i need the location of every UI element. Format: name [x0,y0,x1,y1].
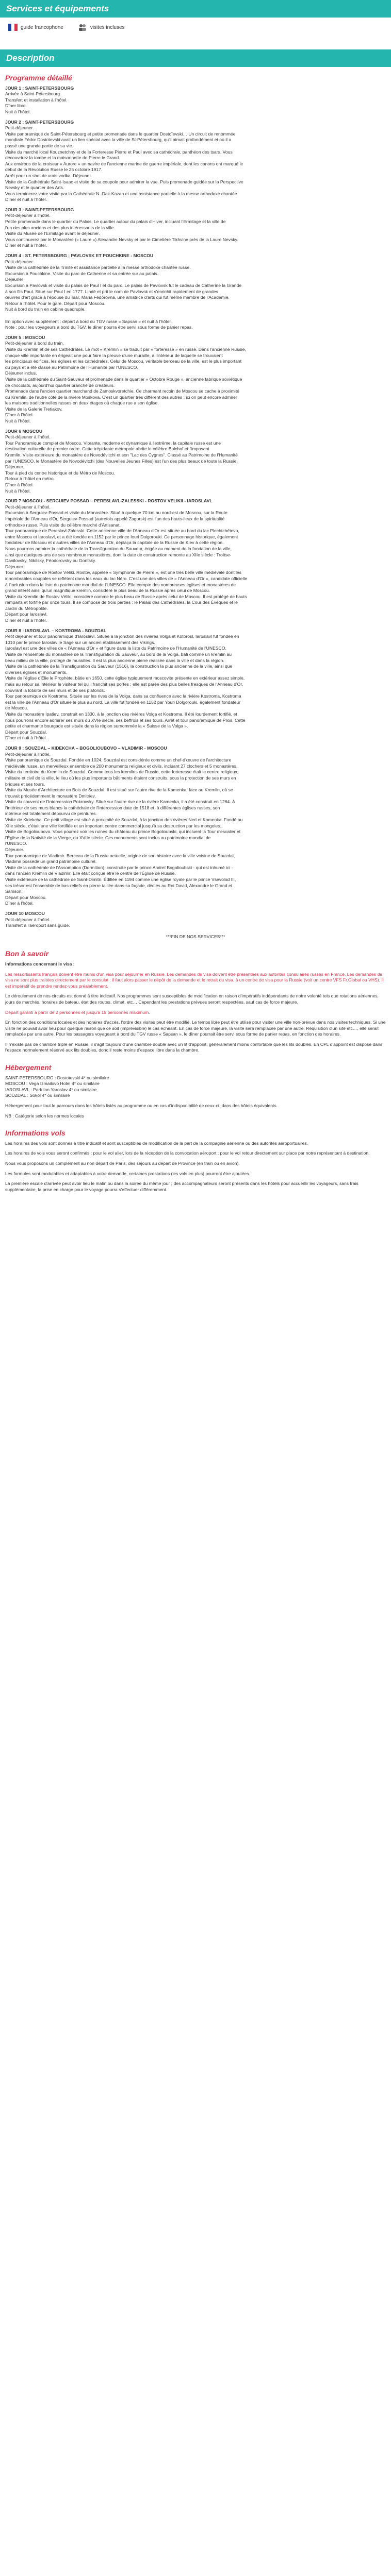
day-line: petite et charmante bourgade est située dans la région surnommée la « Suisse de la Volga ». [5,723,188,729]
day-line: médiévale russe, un merveilleux ensemble de 200 monuments religieux et civils, incluant 27 clochers et 5 monastères. [5,763,238,769]
day-title: JOUR 3 : SAINT-PETERSBOURG [5,207,74,212]
bon-a-savoir-paragraph: Il n'existe pas de chambre triple en Russie, il s'agit toujours d'une chambre double avec un lit d'appoint, généralement moins confortable que les lits doubles. En CPL d'appoint est disposé dans l'espace normalement réservé aux lits doubles, donc il reste moins d'espace libre dans la chambre. [5,1041,383,1053]
day-line: Vladimir possède un grand patrimoine culturel. [5,859,97,865]
description-header-band [0,49,391,67]
day-line: orthodoxe russe. Puis visite du célèbre marché d'Artisanat. [5,522,121,528]
day-line: Retour à l'hôtel en métro. [5,476,55,482]
bon-a-savoir-paragraphs [5,993,386,1054]
day-line: XIIe siècle, c'était une ville fortifiée et un important centre commercial jusqu'à sa destruction par les mongoles. [5,823,221,828]
day-line: 1010 par le prince Iaroslav le Sage sur un ancien établissement des Vikings. [5,639,155,645]
day-line: Visite de Kidekcha. Ce petit village est situé à proximité de Souzdal, à la jonction des rivières Nerl et Kamenka. Fondé au [5,817,243,823]
vols-paragraph: Les horaires de vols vous seront confirmés : pour le vol aller, lors de la réception de la convocation aéroport ; pour le vol retour directement sur place par notre représentant à destination. [5,1150,370,1156]
day-line: Visite de l'église d'Élie le Prophète, bâtie en 1650, cette église typiquement moscovite présente en extérieur assez simple, [5,675,245,681]
services-header-band [0,0,391,18]
day-line: Visite de l'ensemble du monastère de la Transfiguration du Sauveur, au bord de la Volga, bâti comme un kremlin au [5,652,232,657]
day-line: En option avec supplément : départ à bord du TGV russe « Sapsan » et nuit à l'hôtel. [5,318,172,324]
day-line: œuvres d'art grâce à l'épouse du Tsar, Maria Fedorovna, une amatrice d'arts qui fut même membre de l'Académie. [5,295,230,300]
day-line: Iaroslavl est une des villes de « l'Anneau d'Or » et figure dans la liste du Patrimoine de l'Humanité de l'UNESCO. [5,646,226,651]
day-line: passé une grande partie de sa vie. [5,143,73,148]
programme-day [5,120,386,203]
services-list [0,18,391,38]
day-title: JOUR 2 : SAINT-PETERSBOURG [5,119,74,125]
day-line: Visite de la Galerie Tretiakov. [5,406,62,412]
vols-paragraph: Les formules sont modulables et adaptables à votre demande, certaines prestations (les vols en plus) pourront être ajoutées. [5,1171,250,1176]
day-line: Tour à pied du centre historique et du Métro de Moscou. [5,470,116,476]
visa-paragraph: Les ressortissants français doivent être munis d'un visa pour séjourner en Russie. Les demandes de visa doivent être présentées aux autorités consulaires russes en France. Les demandes de visa ne sont plus traitées directement par le consulat : il faut alors passer le dépôt de la demande et le retrait du visa, à un centre de visa pour la Russie (voit un centre VFS Fr.Global ou VHS). Il est impératif de prendre rendez-vous préalablement. [5,971,384,989]
day-line: Dîner et nuit à l'hôtel. [5,735,47,741]
hebergement-paragraph: Hébergement pour tout le parcours dans les hôtels listés au programme ou en cas d'indisponibilité de ceux-ci, dans des hôtels équivalents. [5,1103,278,1109]
service-label-visites: visites incluses [90,24,125,30]
day-line: Nevsky et le quartier des Arts. [5,185,64,191]
description-title: Description [6,53,55,63]
hebergement-item: SAINT-PETERSBOURG : Dostoïevski 4* ou similaire [5,1075,109,1080]
day-line: l'intérieur de ses murs blancs la cathédrale de l'Intercession date de 1518 et, à différentes églises russes, son [5,805,220,810]
hebergement-item: IAROSLAVL : Park Inn Yaroslav 4* ou similaire [5,1087,97,1092]
day-line: mais au retour sa intérieur le visiteur tel qu'il franchit ses portes : elle est parée des plus belles fresques de l'Anneau d'Or, [5,682,243,687]
day-line: Visite de la cathédrale du Saint-Sauveur et promenade dans le quartier « Octobre Rouge », ancienne fabrique soviétique [5,376,242,382]
day-line: Petite promenade dans le quartier du Palais. Le quartier autour du palais d'Hiver, incluant l'Ermitage et la ville de [5,219,226,225]
day-line: Petit-déjeuner. [5,125,34,131]
day-line: Vous terminerez votre visite par la Cathédrale N.-Dak-Kazan et une assistance partielle à la messe orthodoxe chantée. [5,191,238,196]
hebergement-title: Hébergement [5,1063,52,1072]
service-item-guide [8,23,63,32]
day-line: Dîner à l'hôtel. [5,901,34,906]
day-line: découvrirez la tombe et la maisonnette de Pierre le Grand. [5,155,120,161]
hebergement-list [5,1075,386,1099]
day-line: Note : pour les voyageurs à bord du TGV, le dîner pourra être servi sous forme de panier repas. [5,325,193,330]
day-line: dans l'ancien Kremlin de Vladimir. Elle était conçue être le centre de l'Église de Russie. [5,871,176,876]
day-line: est la ville de l'Anneau d'Or située le plus au nord. La ville fut fondée en 1152 par Youri Dolgorouki, également fondateur [5,699,241,705]
day-line: Nuit à l'hôtel. [5,109,31,114]
day-line: Visite du marché local Kouznetchny et de la Forteresse Pierre et Paul avec sa cathédrale, panthéon des tsars. Vous [5,149,233,155]
day-line: Tour panoramique de Vladimir. Berceau de la Russie actuelle, origine de son histoire avec la ville voisine de Souzdal, [5,853,235,858]
day-line: Tour panoramique de Pereslavl-Zalesski. Cette ancienne ville de l'Anneau d'Or est située au bord du lac Plechtchéïevo, [5,528,239,534]
programme-day [5,335,386,425]
day-line: Visite de Bogolioubovo. Vous pourrez voir les ruines du château du prince Bogolioubski, qui incluent la Tour d'escalier et [5,829,241,835]
day-line: à son fils Paul. Situé sur Paul I en 1777. Lindé et prit le nom de Pavlovsk et s'enrichit rapidement de grandes [5,289,218,294]
day-line: mondiale Fédor Dostoïevski avait un lien spécial avec la ville de St-Pétersbourg, qu'il aimait profondément et où il a [5,137,232,143]
day-line: Excursion à Pavlovsk et visite du palais de Paul I et du parc. Le palais de Pavlovsk fut le cadeau de Catherine la Grande [5,283,242,288]
day-line: Départ pour Moscou. [5,894,47,900]
bon-a-savoir-paragraph: Départ garanti à partir de 2 personnes et jusqu'à 15 personnes maximum. [5,1009,150,1015]
vols-paragraph: Les horaires des vols sont donnés à titre indicatif et sont susceptibles de modification de la part de la compagnie aérienne ou des autorités aéroportuaires. [5,1140,308,1146]
day-line: Promenade dans l'ancien quartier marchand de Zamoskvoretchie. Ce charmant recoin de Moscou se cache à proximité [5,388,239,394]
day-line: Petit-déjeuner à l'hôtel. [5,213,51,218]
vols-paragraph: La première escale d'arrivée peut avoir lieu le matin ou dans la soirée du même jour ; des accompagnateurs seront présents dans les hôtels pour accueillir les voyageurs, sans frais supplémentaire, la prise en charge pour le voyage pourra s'effectuer différemment. [5,1181,359,1192]
services-title: Services et équipements [6,4,109,13]
day-line: Petit-déjeuner à l'hôtel. [5,434,51,440]
day-title: JOUR 10 MOSCOU [5,910,45,916]
day-line: Visite panoramique de Souzdal. Fondée en 1024, Souzdal est considérée comme un chef-d'œuvre de l'architecture [5,757,232,763]
day-line: Dîner et nuit à l'hôtel. [5,243,47,248]
day-line: nous pourrons encore admirer ses murs du XVIe siècle, ses beffrois et ses tours. Arrêt et tour panoramique de Plios. Cette [5,717,246,723]
day-line: du Kremlin, de l'autre côté de la rivière Moskova. C'est un quartier très différent des autres : ici on peut encore admirer [5,394,237,400]
day-line: Nuit à l'hôtel. [5,488,31,494]
day-line: chaque ville importante en érigeait une pour faire la preuve d'une muraille, à l'intérieur de laquelle se trouvaient [5,352,223,358]
day-title: JOUR 8 : IAROSLAVL – KOSTROMA - SOUZDAL [5,628,107,633]
day-line: beau milieu de la ville, protégé de murailles. Il est la plus ancienne pierre réalisée dans la ville et dans la région. [5,657,224,663]
day-line: du pays et a été classé au Patrimoine de l'Humanité par l'UNESCO. [5,364,138,370]
programme-day [5,86,386,115]
day-title: JOUR 6 MOSCOU [5,428,43,434]
programme-day [5,628,386,741]
day-line: Kremlin. Visite extérieure du monastère de Novodévitchi et son "Lac des Cygnes". Classé au Patrimoine de l'Humanité [5,452,238,458]
day-line: destination culturelle de premier ordre. Cette trépidante métropole abrite le célèbre Bolchoï et l'imposant [5,446,209,452]
programme-day [5,207,386,249]
day-line: Nuit à l'hôtel. [5,418,31,424]
day-line: Excursion à Pouchkine. Visite du parc de Catherine et sa entrée sur au palais. [5,270,158,276]
programme-days [5,86,386,929]
hebergement-note: NB : Catégorie selon les normes locales [5,1113,84,1118]
day-line: l'Église de la Nativité de la Vierge, du XVIIe siècle. Ces monuments sont inclus au patrimoine mondial de [5,835,211,840]
day-line: Petit-déjeuner. [5,259,34,264]
visites-incluses-icon [78,23,87,32]
description-content [0,67,391,1207]
day-line: entre Moscou et Iaroslavl, et a été fondée en 1152 par le prince Iouri Dolgorouki. Ce personnage historique, également [5,534,238,539]
day-line: Visite du monastère Ipatiev, construit en 1330, à la jonction des rivières Volga et Kostroma. Il été lourdement fortifié, et [5,711,237,717]
day-line: Tour panoramique de Rostov Véliki. Rostov, appelée « Symphonie de Pierre », est une très belle ville médiévale dont les [5,570,241,575]
day-title: JOUR 4 : ST. PETERSBOURG ; PAVLOVSK ET POUCHKINE - MOSCOU [5,253,154,259]
day-line: Départ pour Iaroslavl. [5,612,48,617]
day-line: briques et ses tours. [5,781,45,787]
day-line: Dîner à l'hôtel. [5,412,34,418]
day-line: Déjeuner. [5,564,24,569]
day-line: militaire et civil de la ville, le lieu où les plus importants bâtiments étaient construits, sous la protection de ses murs en [5,775,236,781]
day-line: Petit déjeuner et tour panoramique d'Iaroslavl. Située à la jonction des rivières Volga et Kotorosl, Iaroslavl fut fondée en [5,634,239,639]
day-line: innombrables coupoles se reflètent dans les eaux du lac Néro. C'est une des villes de « l'Anneau d'Or », candidate officielle [5,575,248,581]
day-line: couvrant la totalité de ses murs et de ses plafonds. [5,687,105,693]
day-line: par l'UNESCO, le Monastère de Novodévitchi (des Nouvelles Jeunes Filles) est l'un des plus beaux de toute la Russie. [5,458,238,464]
day-line: Départ pour Souzdal. [5,729,47,735]
day-line: Visite du Kremlin de Rostov Véliki, considéré comme le plus beau de Russie après celui de Moscou. Il est protégé de hauts [5,594,247,599]
fin-services: ***FIN DE NOS SERVICES*** [166,934,225,939]
day-line: Petit-déjeuner à l'hôtel. [5,751,51,757]
day-line: Petit-déjeuner à l'hôtel. [5,504,51,510]
bon-a-savoir-paragraph: Le déroulement de nos circuits est donné à titre indicatif. Nos programmes sont susceptibles de modification en raison d'impératifs indépendants de notre volonté tels que rotations aériennes, jours de marchés, horaires de bateau, état des routes, climat, etc… Cependant les prestations prévues seront respectées, sauf cas de force majeure. [5,993,379,1005]
day-title: JOUR 9 : SOUZDAL – KIDEKCHA – BOGOLIOUBOVO – VLADIMIR - MOSCOU [5,745,167,751]
visa-subtitle: Informations concernant le visa : [5,961,75,967]
day-line: Nuit à bord du train en cabine quadruple. [5,307,86,312]
programme-day [5,745,386,907]
day-line: Tour Panoramique complet de Moscou. Vibrante, moderne et dynamique à l'extrême, la capitale russe est une [5,440,221,446]
service-label-guide: guide francophone [21,24,63,30]
informations-vols-paragraphs [5,1141,386,1193]
day-line: Dîner et nuit à l'hôtel. [5,618,47,623]
day-line: Visite de la cathédrale de la Trinité et assistance partielle à la messe orthodoxe chantée russe. [5,265,191,270]
day-line: début de la Révolution Russe le 25 octobre 1917. [5,167,103,173]
day-line: Vous continuerez par le Monastère (« Laure ») Alexandre Nevsky et par le Cimetière Tikhvine près de la Laure Nevsky. [5,236,238,242]
hebergement-item: MOSCOU : Vega Izmailovo Hotel 4* ou similaire [5,1081,100,1087]
day-line: trouvait précédemment le monastère Dmitriev. [5,793,96,799]
programme-day [5,253,386,331]
day-line: Excursion à Serguiev-Possad et visite du Monastère. Situé à quelque 70 km au nord-est de Moscou, sur la Route [5,510,227,516]
day-line: à l'inclusion dans la liste du patrimoine mondial de l'UNESCO. Elle compte des nombreuses églises et monastères de [5,582,236,587]
programme-day [5,911,386,929]
day-line: les principaux édifices, les églises et les cathédrales. Celui de Moscou, véritable berceau de la ville, est le plus important [5,359,242,364]
day-line: fondateur de Moscou et d'autres villes de l'Anneau d'Or, déplaça la capitale de la Russie de Kiev à cette région. [5,540,224,546]
day-line: Retour à l'hôtel. Pour le gare. Départ pour Moscou. [5,300,106,306]
day-line: de Moscou. [5,705,28,711]
day-line: Visite de la cathédrale de la Transfiguration du Sauveur (1516), la construction la plus ancienne de la ville, ainsi que [5,664,233,669]
service-item-visites [78,23,125,32]
day-line: Impériale de l'Anneau d'Or, Serguiev-Possad (autrefois appelé Zagorsk) est l'un des hauts-lieux de la spiritualité [5,516,225,521]
day-line: Arrêt pour un shot de vrais vodka. Déjeuner. [5,173,92,178]
day-line: de chocolats, aujourd'hui quartier branché de créateurs. [5,382,115,388]
day-line: Déjeuner. [5,464,24,470]
day-line: Nous pourrons admirer la cathédrale de la Transfiguration du Sauveur, érigée au moment de la fondation de la ville, [5,546,232,551]
day-line: Dîner et nuit à l'hôtel. [5,197,47,202]
day-line: Danilovsky, Nikitsky, Féodorovsky ou Goritsky. [5,558,96,564]
day-line: intérieur est totalement dépourvu de peintures. [5,811,97,817]
day-line: Visite du Kremlin et de ses Cathédrales. Le mot « Kremlin » se traduit par « forteresse » en russe. Dans l'ancienne Russie, [5,346,246,352]
programme-title: Programme détaillé [5,74,72,82]
day-line: Visite du Musée de l'Ermitage avant le déjeuner. [5,231,100,236]
vols-paragraph: Nous vous proposons un complément au non départ de Paris, des séjours au départ de Province (en train ou en avion). [5,1161,240,1166]
day-line: Jardin du Métropolite. [5,605,48,611]
day-line: Visite du territoire du Kremlin de Souzdal. Comme tous les kremlins de Russie, cette forteresse était le centre religieux, [5,769,239,775]
day-line: Déjeuner [5,277,23,282]
day-title: JOUR 5 : MOSCOU [5,334,45,340]
day-line: l'UNESCO. [5,841,27,846]
day-line: grand intérêt ainsi qu'un magnifique kremlin, considéré le plus beau de la Russie après celui de Moscou. [5,588,210,594]
day-line: Petit-déjeuner à l'hôtel. [5,917,51,922]
day-line: diverses églises et monuments. [5,669,68,675]
day-line: l'un des plus anciens et des plus intéressants de la ville. [5,225,115,230]
day-title: JOUR 1 : SAINT-PETERSBOURG [5,85,74,91]
day-line: Visite du Musée d'Architecture en Bois de Souzdal. Il est situé sur l'autre rive de la Kamenka, face au Kremlin, où se [5,787,233,793]
day-line: Arrivée à Saint-Pétersbourg. [5,91,61,97]
day-title: JOUR 7 MOSCOU - SERGUIEV POSSAD – PERESLAVL-ZALESSKI - ROSTOV VELIKII - IAROSLAVL [5,498,213,504]
day-line: Transfert à l'aéroport sans guide. [5,923,70,928]
day-line: les maisons traditionnelles russes en deux étages où chaque rue a son église. [5,400,159,406]
day-line: Petit-déjeuner à bord du train. [5,341,64,346]
programme-day [5,498,386,623]
day-line: Déjeuner inclus. [5,370,37,376]
day-line: remparts et fortifié par onze tours. Il se compose de trois parties : le Palais des Cathédrales, la Cour des Évêques et le [5,600,238,605]
day-line: Visite extérieure de la cathédrale de Saint-Dimitri. Édifiée en 1194 comme une église royale par le prince Vsevolod III, [5,877,236,882]
day-line: Samson. [5,889,23,894]
programme-day [5,429,386,495]
day-line: Dîner libre. [5,103,27,109]
bon-a-savoir-paragraph: En fonction des conditions locales et des horaires d'accès, l'ordre des visites peut être modifié. Le temps libre peut être utilisé pour visiter une ville non-prévue dans nos visites techniques. Si une visite ne pouvait avoir lieu pour quelque raison que ce soit (imprévisible) le cas échéant. En cas de force majeure, la visite sera remplacée par une autre. Réquisition d'un site etc…, elle serait remplacée par une autre. Pour les passagers voyageant à bord du TGV russe « Sapsan », le dîner pourrait être servi sous forme de panier repas, en fonction des horaires. [5,1020,386,1037]
day-line: Visite de la cathédrale de l'Assomption (Dormition), construite par le prince Andreï Bogolioubski - qui est inhumé ici - [5,865,233,870]
day-line: Visite de la Cathédrale Saint-Isaac et visite de sa coupole pour admirer la vue. Puis promenade guidée sur la Perspective [5,179,243,184]
guide-francophone-icon [8,23,18,32]
day-line: Aux environs de la croiseur « Aurore » un navire de l'ancienne marine de guerre impériale, dont les canons ont marqué le [5,161,243,166]
day-line: Visite du couvent de l'Intercession Pokrovsky. Situé sur l'autre rive de la rivière Kamenka, il a été construit en 1264. À [5,799,235,805]
bon-a-savoir-title: Bon à savoir [5,950,49,958]
day-line [5,313,386,319]
day-line: Transfert et installation à l'hôtel. [5,97,68,103]
day-line: Tour panoramique de Kostroma. Située sur les rives de la Volga, dans sa confluence avec la rivière Kostroma, Kostroma [5,693,241,699]
day-line: Dîner à l'hôtel. [5,482,34,487]
day-line: ainsi que quelques-uns de ses nombreux monastères, dont la date de construction remonte au XIIe siècle : Troïtse- [5,552,232,557]
hebergement-item: SOUZDAL : Sokol 4* ou similaire [5,1093,70,1098]
day-line: ses trésor est l'ensemble de bas-reliefs en pierre taillée dans sa façade, dédiés au Roi David, Alexandre le Grand et [5,883,233,888]
informations-vols-title: Informations vols [5,1129,66,1138]
day-line: Visite panoramique de Saint-Pétersbourg et petite promenade dans le quartier Dostoïevski… Un circuit de renommée [5,131,236,137]
day-line: Déjeuner. [5,847,24,853]
